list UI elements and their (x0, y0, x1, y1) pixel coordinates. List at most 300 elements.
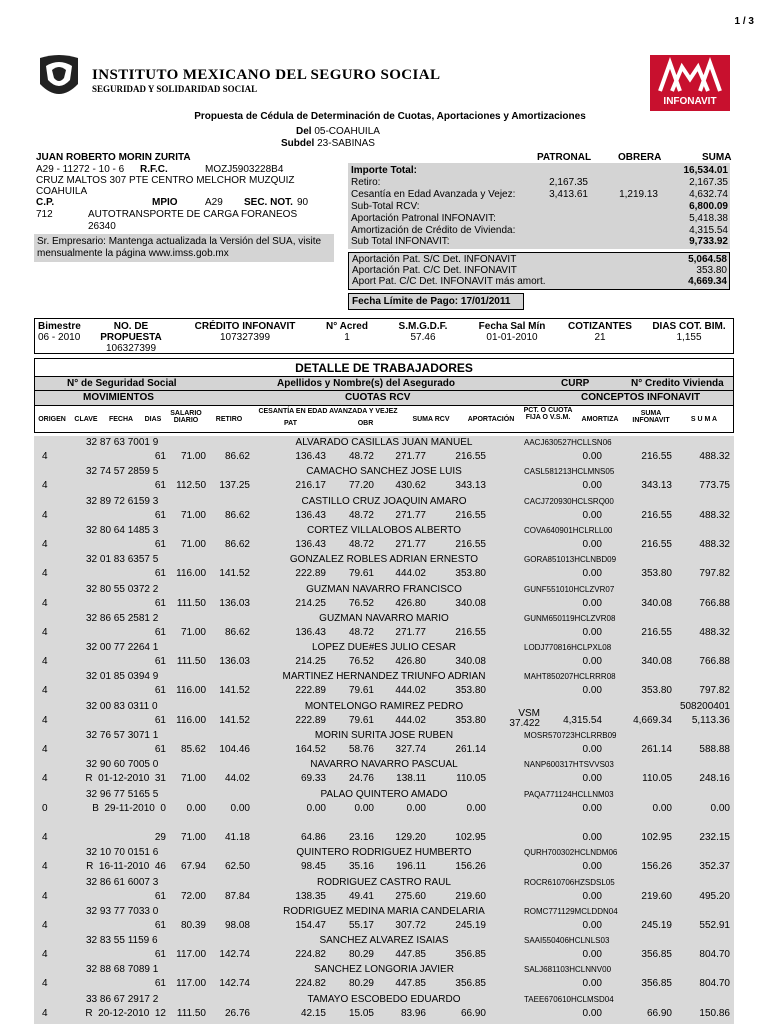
worker-mov: 61 (154, 626, 166, 638)
col-sumainf: SUMA INFONAVIT (632, 410, 670, 424)
sc-value: 5,064.58 (688, 254, 727, 265)
worker-ret: 137.25 (219, 480, 250, 492)
worker-apor: 353.80 (455, 568, 486, 580)
aport-label: Aportación Patronal INFONAVIT: (351, 213, 496, 224)
worker-pat: 64.86 (300, 831, 326, 843)
worker-obr: 35.16 (348, 861, 374, 873)
worker-rcv: 271.77 (395, 538, 426, 550)
worker-obr: 24.76 (348, 773, 374, 785)
sum-v-bimestre: 06 - 2010 (38, 332, 81, 343)
worker-rcv: 129.20 (395, 831, 426, 843)
col-ceav: CESANTÍA EN EDAD AVANZADA Y VEJEZ (258, 408, 398, 415)
mpio-label: MPIO (152, 197, 178, 208)
worker-name: RODRIGUEZ CASTRO RAUL (317, 876, 451, 888)
workers-table (34, 436, 734, 1024)
worker-nss: 32 00 77 2264 1 (86, 642, 159, 654)
worker-amort: 0.00 (582, 890, 602, 902)
sc-label: Aportación Pat. S/C Det. INFONAVIT (352, 254, 517, 265)
worker-suma: 488.32 (699, 626, 730, 638)
worker-rcv: 0.00 (406, 802, 426, 814)
worker-suma: 488.32 (699, 451, 730, 462)
ceav-label: Cesantía en Edad Avanzada y Vejez: (351, 189, 516, 200)
worker-curp: GUNF551010HCLZVR07 (524, 584, 615, 594)
worker-apor: 216.55 (455, 626, 486, 638)
table-row (34, 465, 734, 494)
sum-v-smgdf: 57.46 (410, 332, 436, 343)
worker-sinf: 156.26 (641, 861, 672, 873)
retiro-suma: 2,167.35 (689, 177, 728, 188)
worker-obr: 58.76 (348, 744, 374, 755)
del-value: 05-COAHUILA (314, 126, 380, 137)
worker-origin: 4 (42, 861, 48, 873)
worker-origin: 0 (42, 802, 48, 814)
worker-suma: 488.32 (699, 509, 730, 521)
worker-origin: 4 (42, 949, 48, 961)
col-salario: SALARIO DIARIO (170, 410, 202, 424)
worker-sinf: 340.08 (641, 656, 672, 668)
col-retiro: RETIRO (215, 416, 243, 423)
h-patronal: PATRONAL (537, 152, 592, 163)
worker-apor: 216.55 (455, 451, 486, 462)
worker-nss: 32 86 65 2581 2 (86, 612, 159, 624)
table-row (34, 729, 734, 758)
activity-desc: AUTOTRANSPORTE DE CARGA FORANEOS (88, 209, 298, 220)
detail-row2 (35, 390, 733, 405)
worker-apor: 0.00 (466, 802, 486, 814)
imss-eagle-logo (36, 54, 82, 102)
worker-mov: 61 (154, 597, 166, 609)
worker-name: ALVARADO CASILLAS JUAN MANUEL (295, 437, 473, 448)
worker-name: PALAO QUINTERO AMADO (320, 788, 448, 800)
amort-label: Amortización de Crédito de Vivienda: (351, 225, 516, 236)
worker-amort: 0.00 (582, 919, 602, 931)
totals-box (348, 163, 730, 249)
worker-apor: 343.13 (455, 480, 486, 492)
worker-sinf: 4,669.34 (633, 714, 672, 726)
worker-ret: 141.52 (219, 685, 250, 697)
worker-pat: 138.35 (295, 890, 326, 902)
table-row (34, 436, 734, 465)
worker-pct: VSM 37.422 (509, 707, 540, 729)
worker-sinf: 110.05 (642, 773, 672, 785)
worker-obr: 55.17 (348, 919, 374, 931)
sum-v-credito: 107327399 (219, 332, 271, 343)
worker-mov: 61 (154, 685, 166, 697)
worker-apor: 340.08 (455, 656, 486, 668)
sum-h-credito: CRÉDITO INFONAVIT (194, 321, 296, 332)
worker-rcv: 447.85 (395, 978, 426, 990)
worker-obr: 48.72 (348, 538, 374, 550)
worker-origin: 4 (42, 890, 48, 902)
worker-sal: 67.94 (180, 861, 206, 873)
worker-ret: 141.52 (219, 714, 250, 726)
worker-pat: 136.43 (295, 626, 326, 638)
worker-nss: 32 96 77 5165 5 (86, 788, 159, 800)
worker-ret: 44.02 (224, 773, 250, 785)
worker-mov: R 01-12-2010 31 (85, 773, 166, 785)
worker-name: LOPEZ DUE#ES JULIO CESAR (312, 642, 456, 654)
worker-mov: 61 (154, 890, 166, 902)
worker-nss: 32 01 85 0394 9 (86, 671, 159, 683)
h-suma: SUMA (702, 152, 732, 163)
worker-nss: 33 86 67 2917 2 (86, 993, 159, 1005)
worker-amort: 0.00 (582, 861, 602, 873)
worker-amort: 0.00 (582, 744, 602, 755)
h-name: Apellidos y Nombre(s) del Asegurado (277, 378, 455, 389)
ceav-obr: 1,219.13 (619, 189, 658, 200)
sum-v-fecha: 01-01-2010 (486, 332, 538, 343)
del-label: Del (296, 126, 312, 137)
worker-nss: 32 88 68 7089 1 (86, 964, 159, 976)
worker-rcv: 444.02 (395, 685, 426, 697)
worker-name: GUZMAN NAVARRO MARIO (319, 612, 449, 624)
subdel-value: 23-SABINAS (317, 138, 375, 149)
worker-obr: 76.52 (348, 597, 374, 609)
worker-apor: 261.14 (455, 744, 486, 755)
imss-title: INSTITUTO MEXICANO DEL SEGURO SOCIAL (92, 67, 441, 83)
worker-sal: 117.00 (176, 978, 206, 990)
worker-obr: 76.52 (348, 656, 374, 668)
worker-suma: 5,113.36 (691, 714, 730, 726)
worker-suma: 804.70 (699, 978, 730, 990)
worker-origin: 4 (42, 831, 48, 843)
table-row (34, 934, 734, 963)
worker-pat: 214.25 (295, 597, 326, 609)
worker-obr: 0.00 (354, 802, 374, 814)
ccam-value: 4,669.34 (688, 276, 727, 287)
worker-amort: 0.00 (582, 685, 602, 697)
cp-value: 26340 (88, 221, 116, 232)
worker-mov: 61 (154, 978, 166, 990)
worker-sal: 116.00 (176, 714, 206, 726)
worker-pat: 214.25 (295, 656, 326, 668)
worker-curp: NANP600317HTSVVS03 (524, 760, 614, 770)
worker-suma: 488.32 (699, 538, 730, 550)
worker-sinf: 216.55 (641, 509, 672, 521)
worker-curp: COVA640901HCLRLL00 (524, 525, 613, 535)
worker-sinf: 219.60 (641, 890, 672, 902)
table-row (34, 670, 734, 699)
worker-rcv: 327.74 (395, 744, 426, 755)
sum-h-bimestre: Bimestre (38, 321, 81, 332)
worker-nss: 32 86 61 6007 3 (86, 876, 159, 888)
ccam-label: Aport Pat. C/C Det. INFONAVIT más amort. (352, 276, 546, 287)
worker-sal: 71.00 (180, 538, 206, 550)
worker-curp: AACJ630527HCLLSN06 (524, 438, 612, 447)
worker-apor: 245.19 (455, 919, 486, 931)
detail-header (34, 358, 734, 433)
worker-curp: GORA851013HCLNBD09 (524, 555, 617, 565)
worker-suma: 773.75 (699, 480, 730, 492)
worker-name: TAMAYO ESCOBEDO EDUARDO (307, 993, 461, 1005)
delegacion (296, 126, 380, 137)
worker-name: MARTINEZ HERNANDEZ TRIUNFO ADRIAN (282, 671, 486, 683)
worker-amort: 0.00 (582, 451, 602, 462)
worker-pat: 98.45 (300, 861, 326, 873)
table-row (34, 612, 734, 641)
worker-name: QUINTERO RODRIGUEZ HUMBERTO (296, 847, 472, 859)
detail-row1 (35, 376, 733, 390)
sec-not-label: SEC. NOT. (244, 197, 293, 208)
worker-name: NAVARRO NAVARRO PASCUAL (310, 759, 458, 771)
worker-mov: B 29-11-2010 0 (92, 802, 166, 814)
subrcv-value: 6,800.09 (689, 201, 728, 212)
worker-amort: 0.00 (582, 480, 602, 492)
col-origen: ORIGEN (38, 416, 66, 423)
worker-ret: 62.50 (224, 861, 250, 873)
worker-origin: 4 (42, 919, 48, 931)
worker-ret: 26.76 (224, 1007, 250, 1019)
table-row (34, 700, 734, 729)
sum-h-dias: DIAS COT. BIM. (652, 321, 726, 332)
worker-sal: 116.00 (176, 568, 206, 580)
worker-suma: 0.00 (710, 802, 730, 814)
retiro-pat: 2,167.35 (549, 177, 588, 188)
table-row (34, 524, 734, 553)
h-inf: CONCEPTOS INFONAVIT (581, 392, 701, 403)
h-curp: CURP (561, 378, 590, 389)
worker-pat: 136.43 (295, 509, 326, 521)
worker-obr: 79.61 (348, 568, 374, 580)
worker-obr: 48.72 (348, 626, 374, 638)
worker-sinf: 216.55 (641, 626, 672, 638)
worker-mov: 61 (154, 744, 166, 755)
importe-label: Importe Total: (351, 165, 417, 176)
worker-sinf: 353.80 (641, 568, 672, 580)
table-row (34, 495, 734, 524)
worker-rcv: 83.96 (400, 1007, 426, 1019)
detail-title: DETALLE DE TRABAJADORES (295, 361, 473, 375)
worker-origin: 4 (42, 685, 48, 697)
table-row (34, 817, 734, 846)
worker-pat: 222.89 (295, 685, 326, 697)
cc-label: Aportación Pat. C/C Det. INFONAVIT (352, 265, 517, 276)
worker-sal: 71.00 (180, 626, 206, 638)
worker-name: MORIN SURITA JOSE RUBEN (314, 730, 454, 741)
worker-ret: 41.18 (224, 831, 250, 843)
worker-origin: 4 (42, 538, 48, 550)
worker-ret: 86.62 (224, 538, 250, 550)
worker-ret: 86.62 (224, 626, 250, 638)
worker-sinf: 356.85 (641, 978, 672, 990)
worker-amort: 0.00 (582, 831, 602, 843)
worker-suma: 804.70 (699, 949, 730, 961)
worker-ret: 136.03 (219, 656, 250, 668)
worker-curp: SALJ681103HCLNNV00 (524, 965, 612, 975)
worker-pat: 42.15 (300, 1007, 326, 1019)
worker-sal: 111.50 (176, 656, 206, 668)
worker-ret: 104.46 (219, 744, 250, 755)
page-number: 1 / 3 (734, 16, 754, 27)
worker-pat: 154.47 (295, 919, 326, 931)
worker-mov: 61 (154, 509, 166, 521)
worker-pat: 0.00 (306, 802, 326, 814)
worker-amort: 0.00 (582, 656, 602, 668)
worker-apor: 110.05 (456, 773, 486, 785)
worker-rcv: 138.11 (396, 773, 426, 785)
worker-pat: 164.52 (295, 744, 326, 755)
table-row (34, 905, 734, 934)
cc-value: 353.80 (696, 265, 727, 276)
worker-mov: 61 (154, 451, 166, 462)
worker-rcv: 444.02 (395, 714, 426, 726)
subinf-label: Sub Total INFONAVIT: (351, 236, 450, 247)
table-row (34, 963, 734, 992)
imss-subtitle: SEGURIDAD Y SOLIDARIDAD SOCIAL (92, 84, 258, 94)
worker-pat: 136.43 (295, 538, 326, 550)
worker-amort: 4,315.54 (563, 714, 602, 726)
col-fecha: FECHA (108, 416, 134, 423)
worker-pat: 224.82 (295, 978, 326, 990)
worker-sal: 71.00 (180, 831, 206, 843)
table-row (34, 758, 734, 787)
worker-origin: 4 (42, 773, 48, 785)
h-rcv: CUOTAS RCV (345, 392, 411, 403)
table-row (34, 553, 734, 582)
worker-apor: 216.55 (455, 538, 486, 550)
worker-sinf: 353.80 (641, 685, 672, 697)
worker-obr: 48.72 (348, 451, 374, 462)
worker-sal: 111.50 (176, 597, 206, 609)
worker-apor: 356.85 (455, 949, 486, 961)
worker-apor: 340.08 (455, 597, 486, 609)
col-obr: OBR (357, 420, 374, 427)
worker-amort: 0.00 (582, 1007, 602, 1019)
worker-obr: 23.16 (348, 831, 374, 843)
worker-nss: 32 74 57 2859 5 (86, 466, 159, 478)
worker-sal: 85.62 (180, 744, 206, 755)
worker-pat: 222.89 (295, 714, 326, 726)
h-credito: N° Credito Vivienda (631, 378, 724, 389)
worker-suma: 352.37 (699, 861, 730, 873)
col-pct: PCT. O CUOTA FIJA O V.S.M. (523, 407, 573, 421)
subinf-value: 9,733.92 (689, 236, 728, 247)
worker-nss: 32 76 57 3071 1 (86, 730, 159, 741)
worker-pat: 216.17 (295, 480, 326, 492)
infonavit-label: INFONAVIT (663, 96, 717, 107)
worker-mov: R 16-11-2010 46 (86, 861, 166, 873)
worker-suma: 766.88 (699, 597, 730, 609)
worker-mov: R 20-12-2010 12 (85, 1007, 166, 1019)
worker-sinf: 343.13 (641, 480, 672, 492)
worker-sinf: 356.85 (641, 949, 672, 961)
activity-code: 712 (36, 209, 53, 220)
doc-title: Propuesta de Cédula de Determinación de Cuotas, Aportaciones y Amortizaciones (194, 111, 586, 122)
worker-nss: 32 83 55 1159 6 (86, 935, 158, 947)
worker-mov: 61 (154, 480, 166, 492)
worker-curp: TAEE670610HCLMSD04 (524, 994, 614, 1004)
sum-h-cotizantes: COTIZANTES (568, 321, 632, 332)
subdel-label: Subdel (281, 138, 315, 149)
sum-h-smgdf: S.M.G.D.F. (398, 321, 448, 332)
worker-pat: 136.43 (295, 451, 326, 462)
worker-curp: LODJ770816HCLPXL08 (524, 643, 612, 653)
worker-apor: 219.60 (455, 890, 486, 902)
worker-sinf: 102.95 (641, 831, 672, 843)
worker-nss: 32 10 70 0151 6 (86, 847, 159, 859)
worker-nss: 32 89 72 6159 3 (86, 495, 159, 507)
worker-amort: 0.00 (582, 568, 602, 580)
table-row (34, 846, 734, 875)
worker-pat: 222.89 (295, 568, 326, 580)
cp-label: C.P. (36, 197, 55, 208)
worker-nss: 32 90 60 7005 0 (86, 759, 159, 771)
aport-value: 5,418.38 (689, 213, 728, 224)
worker-rcv: 271.77 (395, 451, 426, 462)
worker-amort: 0.00 (582, 597, 602, 609)
worker-nss: 32 00 83 0311 0 (86, 700, 158, 712)
h-mov: MOVIMIENTOS (83, 392, 154, 403)
worker-mov: 61 (154, 714, 166, 726)
worker-apor: 156.26 (455, 861, 486, 873)
worker-name: CAMACHO SANCHEZ JOSE LUIS (306, 466, 462, 478)
col-amortiza: AMORTIZA (581, 416, 619, 423)
worker-curp: MOSR570723HCLRRB09 (524, 731, 617, 740)
worker-sal: 116.00 (176, 685, 206, 697)
worker-suma: 495.20 (699, 890, 730, 902)
worker-sal: 0.00 (186, 802, 206, 814)
col-dias: DIAS (144, 416, 162, 423)
notice-box: Sr. Empresario: Mantenga actualizada la Versión del SUA, visite mensualmente la página www.imss.gob.mx (34, 234, 334, 262)
worker-ret: 98.08 (224, 919, 250, 931)
worker-rcv: 426.80 (395, 656, 426, 668)
worker-suma: 248.16 (699, 773, 730, 785)
employer-reg: A29 - 11272 - 10 - 6 (36, 164, 125, 175)
rfc-value: MOZJ5903228B4 (205, 164, 284, 175)
col-aportacion: APORTACIÓN (467, 416, 515, 423)
worker-apor: 216.55 (455, 509, 486, 521)
table-row (34, 876, 734, 905)
worker-curp: QURH700302HCLNDM06 (524, 848, 618, 858)
worker-rcv: 307.72 (395, 919, 426, 931)
worker-name: CORTEZ VILLALOBOS ALBERTO (307, 524, 461, 536)
worker-suma: 588.88 (699, 744, 730, 755)
worker-ret: 136.03 (219, 597, 250, 609)
worker-amort: 0.00 (582, 802, 602, 814)
worker-name: CASTILLO CRUZ JOAQUIN AMARO (301, 495, 467, 507)
worker-rcv: 444.02 (395, 568, 426, 580)
sum-h-fecha: Fecha Sal Mín (478, 321, 546, 332)
worker-obr: 48.72 (348, 509, 374, 521)
worker-rcv: 430.62 (395, 480, 426, 492)
worker-sal: 71.00 (180, 773, 206, 785)
worker-curp: CACJ720930HCLSRQ00 (524, 496, 614, 506)
worker-nss: 32 93 77 7033 0 (86, 905, 159, 917)
worker-amort: 0.00 (582, 509, 602, 521)
worker-suma: 766.88 (699, 656, 730, 668)
worker-suma: 232.15 (699, 831, 730, 843)
worker-origin: 4 (42, 480, 48, 492)
ceav-suma: 4,632.74 (689, 189, 728, 200)
worker-nss: 32 80 64 1485 3 (86, 524, 159, 536)
worker-pat: 224.82 (295, 949, 326, 961)
table-row (34, 583, 734, 612)
worker-sinf: 245.19 (641, 919, 672, 931)
worker-mov: 61 (154, 919, 166, 931)
worker-origin: 4 (42, 1007, 48, 1019)
worker-ret: 86.62 (224, 451, 250, 462)
worker-obr: 77.20 (348, 480, 374, 492)
fecha-limite: Fecha Límite de Pago: 17/01/2011 (348, 293, 524, 310)
rfc-label: R.F.C. (140, 164, 168, 175)
worker-curp: GUNM650119HCLZVR08 (524, 613, 616, 623)
worker-mov: 61 (154, 656, 166, 668)
worker-name: SANCHEZ LONGORIA JAVIER (314, 964, 454, 976)
worker-credit: 508200401 (679, 700, 730, 712)
worker-sinf: 340.08 (641, 597, 672, 609)
worker-sal: 72.00 (180, 890, 206, 902)
worker-curp: PAQA771124HCLLNM03 (524, 789, 614, 799)
